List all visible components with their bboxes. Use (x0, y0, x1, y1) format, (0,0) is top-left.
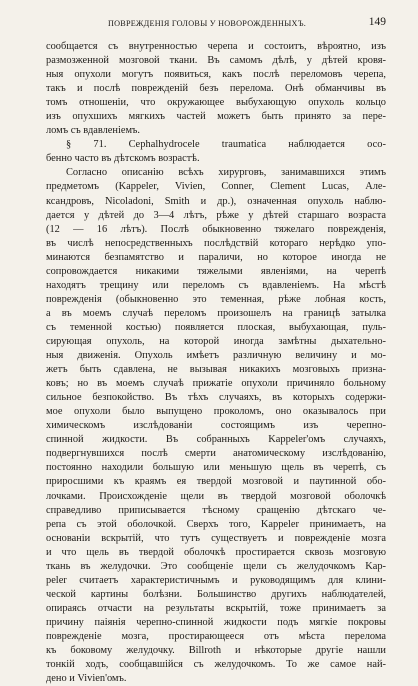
text-line: ческой картины болѣзни. Большинство другихъ наблюдателей, (46, 588, 386, 600)
text-line: ломъ съ вдавленіемъ. (46, 125, 141, 137)
text-line: такъ и послѣ поврежденій безъ перелома. Онѣ обманчивы въ (46, 83, 386, 95)
text-line: жетъ быть сдавлена, не вызывая никакихъ мозговыхъ призна- (46, 364, 386, 376)
text-line: сильное безпокойство. Въ тѣхъ случаяхъ, въ которыхъ содержи- (46, 392, 386, 404)
text-line: peler считаетъ характеристичнымъ и руководящимъ для клини- (46, 574, 386, 586)
text-line: основаніи вскрытій, что тутъ существуетъ и поврежденіе мозга (46, 532, 386, 544)
text-line: сирующая опухоль, на которой иногда замѣтны дыхательно- (46, 335, 386, 347)
text-line: постоянно находили большую или меньшую щель въ черепѣ, съ (46, 462, 386, 474)
text-line: репа съ этой оболочкой. Сверхъ того, Kappeler принимаетъ, на (46, 518, 386, 530)
text-line: ксандровъ, Nicoladoni, Smith и др.), означенная опухоль наблю- (46, 195, 386, 207)
text-line: мое опухоли было выпущено проколомъ, оно оказывалось при (46, 406, 386, 418)
text-line: ныя опухоли могутъ появиться, какъ послѣ переломовъ черепа, (46, 69, 386, 81)
text-line: минаются безпамятство и параличи, но которое иногда не (46, 251, 386, 263)
text-line: ковъ; но въ моемъ случаѣ прижатіе опухоли причиняло больному (46, 378, 386, 390)
text-line: опираясь отчасти на результаты вскрытій, тоже принимаетъ за (46, 602, 386, 614)
text-line: поврежденія (обыкновенно это теменная, рѣже лобная кость, (46, 293, 386, 305)
text-line: томъ отношеніи, что окружающее выбухающую опухоль кольцо (46, 97, 386, 109)
running-head: ПОВРЕЖДЕНІЯ ГОЛОВЫ У НОВОРОЖДЕННЫХЪ. (107, 19, 307, 28)
text-line: сопровождается никакими тяжелыми явленіями, на черепѣ (46, 265, 386, 277)
text-line: ткань въ желудочки. Это сообщеніе щели съ желудочкомъ Kap- (46, 560, 386, 572)
text-line: приросшими къ краямъ ея твердой мозговой и паутинной обо- (46, 476, 386, 488)
text-line: подвергнувшихся послѣ смерти анатомическому изслѣдованію, (46, 448, 386, 460)
text-line: лочками. Происхожденіе щели въ твердой мозговой оболочкѣ (46, 490, 386, 502)
text-line: съ теменной костью) появляется плоская, выбухающая, пуль- (46, 321, 386, 333)
paragraph-start-line: Согласно описанію всѣхъ хирурговъ, занимавшихся этимъ (66, 167, 386, 179)
text-line: химическомъ изслѣдованіи состоящимъ изъ черепно- (46, 420, 386, 432)
section-heading-line: § 71. Cephalhydrocele traumatica наблюдается осо- (66, 139, 386, 151)
text-line: бенно часто въ дѣтскомъ возрастѣ. (46, 153, 200, 165)
text-line: а въ моемъ случаѣ переломъ произошелъ на границѣ затылка (46, 307, 386, 319)
text-line: (12 — 16 лѣтъ). Послѣ обыкновенно тяжелаго поврежденія, (46, 223, 386, 235)
page-number: 149 (368, 16, 386, 28)
text-line: въ числѣ непосредственныхъ послѣдствій котораго нерѣдко упо- (46, 237, 386, 249)
body-text (46, 40, 386, 686)
text-line: поврежденіе мозга, простирающееся отъ мѣста перелома (46, 630, 386, 642)
text-line: причину паіянія черепно-спинной жидкости подъ мягкіе покровы (46, 616, 386, 628)
text-line: сообщается съ внутренностью черепа и состоитъ, вѣроятно, изъ (46, 41, 386, 52)
text-line: ныя движенія. Опухоль имѣетъ различную величину и мо- (46, 350, 386, 362)
text-line: тонкій ходъ, сообщавшійся съ желудочкомъ. То же самое най- (46, 659, 386, 671)
text-line: размозженной мозговой ткани. Въ самомъ дѣлѣ, у дѣтей кровя- (46, 55, 386, 67)
text-line: дается у дѣтей до 3—4 лѣтъ, рѣже у дѣтей старшаго возраста (46, 209, 386, 221)
text-line: спинной жидкости. Въ собранныхъ Kappeler'омъ случаяхъ, (46, 434, 386, 446)
text-line: предметомъ (Kappeler, Vivien, Conner, Clement Lucas, Але- (46, 181, 386, 193)
text-line: и что щель въ твердой оболочкѣ простирается сквозь мозговую (46, 546, 386, 558)
text-line: находятъ трещину или переломъ съ вдавленіемъ. На мѣстѣ (46, 279, 386, 291)
text-line: изъ опухшихъ мягкихъ частей можетъ быть принято за пере- (46, 111, 386, 123)
text-line: дено и Vivien'омъ. (46, 673, 127, 685)
text-line: къ боковому желудочку. Billroth и нѣкоторые другіе нашли (46, 645, 386, 657)
text-line: справедливо приписывается тѣсному сращенію дѣтскаго че- (46, 504, 386, 516)
